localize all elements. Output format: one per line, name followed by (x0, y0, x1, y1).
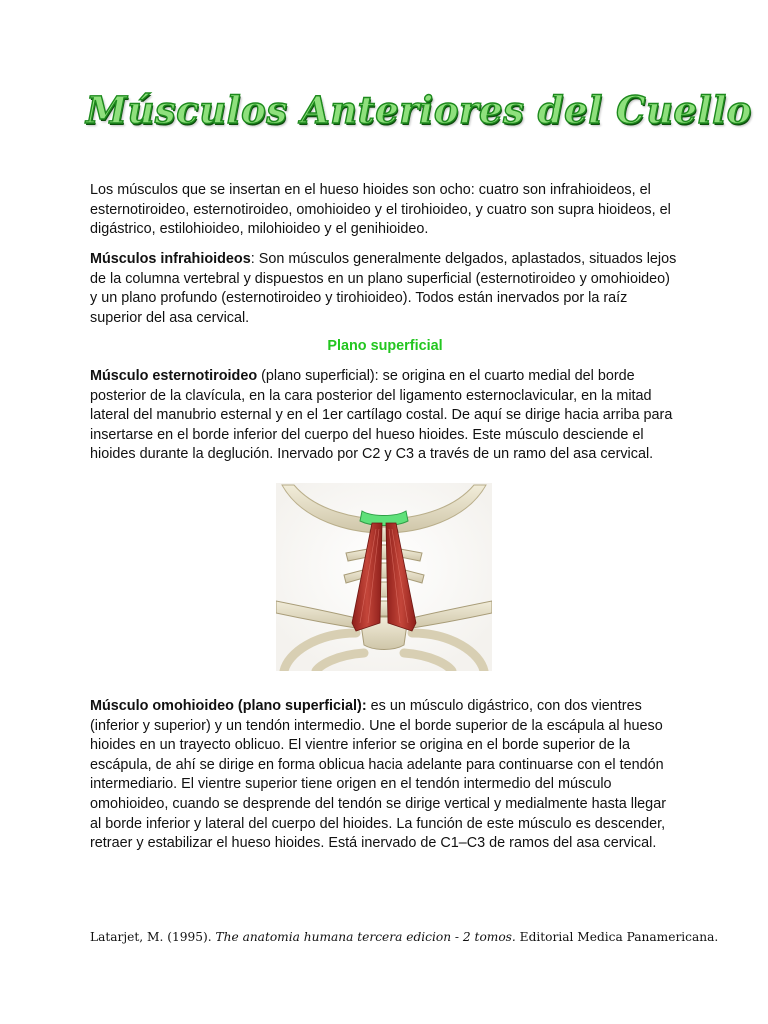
omohioideo-text: es un músculo digástrico, con dos vientres (inferior y superior) y un tendón intermedio. Une el borde superior de la escápula al hueso hioides en un trayecto oblicuo. El vientre inferior se origina en el borde superior de la escápula, de ahí se dirige en forma oblicua hacia adelante para continuarse con el tendón intermediario. El vientre superior tiene origen en el tendón intermedio del músculo omohioideo, cuando se desprende del tendón se dirige vertical y medialmente hasta llegar al borde inferior y lateral del cuerpo del hioides. La función de este músculo es descender, retraer y estabilizar el hueso hioides. Está inervado de C1–C3 de ramos del asa cervical. (90, 698, 666, 852)
plano-superficial-heading: Plano superficial (327, 338, 443, 354)
omohioideo-paragraph (90, 697, 680, 854)
page-title: Músculos Anteriores del Cuello (86, 88, 752, 132)
esternotiroideo-paragraph (90, 367, 680, 465)
esternotiroideo-term: Músculo esternotiroideo (90, 368, 258, 384)
intro-paragraph: Los músculos que se insertan en el hueso hioides son ocho: cuatro son infrahioideos, el esternotiroideo, esternotiroideo, omohioideo y el tirohioideo, y cuatro son supra hioideos, el digástrico, estilohioideo, milohioideo y el genihioideo. (90, 182, 671, 238)
citation-publisher: Editorial Medica Panamericana. (515, 930, 719, 944)
citation-author: Latarjet, M. (1995). (90, 930, 216, 944)
infrahioideos-text: : Son músculos generalmente delgados, aplastados, situados lejos de la columna vertebral y dispuestos en un plano superficial (esternotiroideo y omohioideo) y un plano profundo (esternotiroideo y tirohioideo). Todos están inervados por la raíz superior del asa cervical. (90, 251, 677, 326)
infrahioideos-paragraph (90, 250, 680, 328)
citation-work: The anatomia humana tercera edicion - 2 tomos. (215, 930, 516, 944)
citation (90, 930, 730, 944)
sternothyroid-anatomy-image (276, 483, 492, 671)
esternotiroideo-text: (plano superficial): se origina en el cuarto medial del borde posterior de la clavícula, en la cara posterior del ligamento esternoclavicular, en la mitad lateral del manubrio esternal y en el 1er cartílago costal. De aquí se dirige hacia arriba para insertarse en el borde inferior del cuerpo del hueso hioides. Este músculo desciende el hioides durante la deglución. Inervado por C2 y C3 a través de un ramo del asa cervical. (90, 368, 673, 463)
omohioideo-term: Músculo omohioideo (plano superficial): (90, 698, 367, 714)
infrahioideos-term: Músculos infrahioideos (90, 251, 251, 267)
